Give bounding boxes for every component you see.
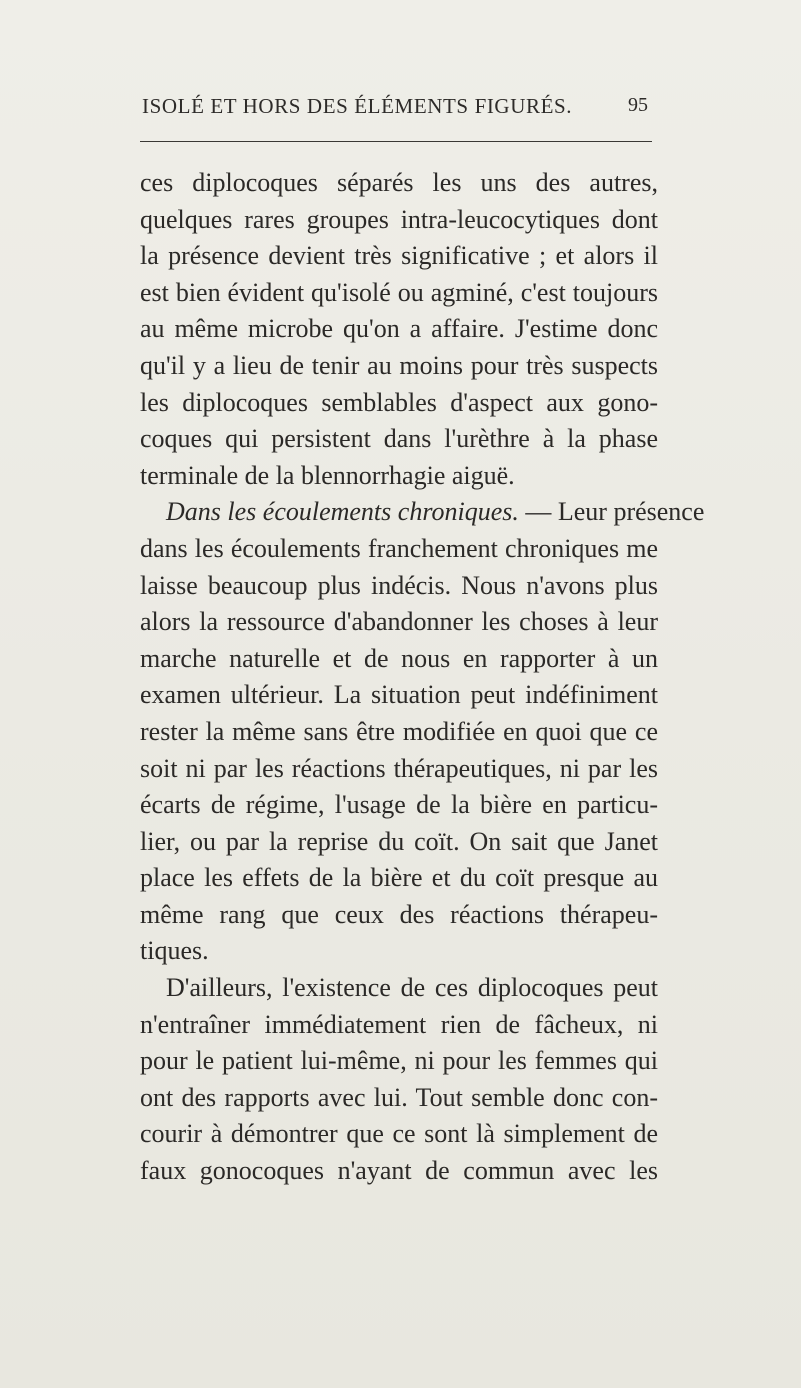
text-line: courir à démontrer que ce sont là simplement de xyxy=(140,1119,658,1149)
running-head xyxy=(140,94,650,134)
text-line: terminale de la blennorrhagie aiguë. xyxy=(140,460,515,490)
text-line: place les effets de la bière et du coït presque au xyxy=(140,863,658,893)
section-heading-italic: Dans les écoulements chroniques. xyxy=(166,497,519,527)
text-line: n'entraîner immédiatement rien de fâcheux, ni xyxy=(140,1009,658,1039)
text-line: au même microbe qu'on a affaire. J'estime donc xyxy=(140,314,658,344)
body-text xyxy=(140,165,705,1190)
text-line: dans les écoulements franchement chroniques me xyxy=(140,533,658,563)
text-line: tiques. xyxy=(140,936,209,966)
text-line: D'ailleurs, l'existence de ces diplocoques peut xyxy=(166,973,658,1003)
text-line: est bien évident qu'isolé ou agminé, c'est toujours xyxy=(140,277,658,307)
text-line: qu'il y a lieu de tenir au moins pour très suspects xyxy=(140,350,658,380)
text-line: alors la ressource d'abandonner les choses à leur xyxy=(140,607,658,637)
text-line: quelques rares groupes intra-leucocytiques dont xyxy=(140,204,658,234)
text-line: marche naturelle et de nous en rapporter à un xyxy=(140,643,658,673)
text-line: faux gonocoques n'ayant de commun avec les xyxy=(140,1156,658,1186)
running-title: ISOLÉ ET HORS DES ÉLÉMENTS FIGURÉS. xyxy=(142,94,573,118)
text-line: examen ultérieur. La situation peut indéfiniment xyxy=(140,680,658,710)
page-number: 95 xyxy=(628,94,648,116)
header-rule xyxy=(140,141,652,142)
text-line-rest: — Leur présence xyxy=(518,497,705,527)
text-line: pour le patient lui-même, ni pour les femmes qui xyxy=(140,1046,658,1076)
text-line: lier, ou par la reprise du coït. On sait que Janet xyxy=(140,826,658,856)
text-line: ces diplocoques séparés les uns des autres, xyxy=(140,168,658,197)
text-line: même rang que ceux des réactions thérapeu- xyxy=(140,899,658,929)
text-line: soit ni par les réactions thérapeutiques, ni par les xyxy=(140,753,658,783)
text-line xyxy=(140,494,705,531)
text-line: écarts de régime, l'usage de la bière en particu- xyxy=(140,790,658,820)
text-line: laisse beaucoup plus indécis. Nous n'avons plus xyxy=(140,570,658,600)
text-line: coques qui persistent dans l'urèthre à la phase xyxy=(140,424,658,454)
text-line: la présence devient très significative ; et alors il xyxy=(140,241,658,271)
text-line: rester la même sans être modifiée en quoi que ce xyxy=(140,716,658,746)
text-line: les diplocoques semblables d'aspect aux gono- xyxy=(140,387,658,417)
text-line: ont des rapports avec lui. Tout semble donc con- xyxy=(140,1082,658,1112)
